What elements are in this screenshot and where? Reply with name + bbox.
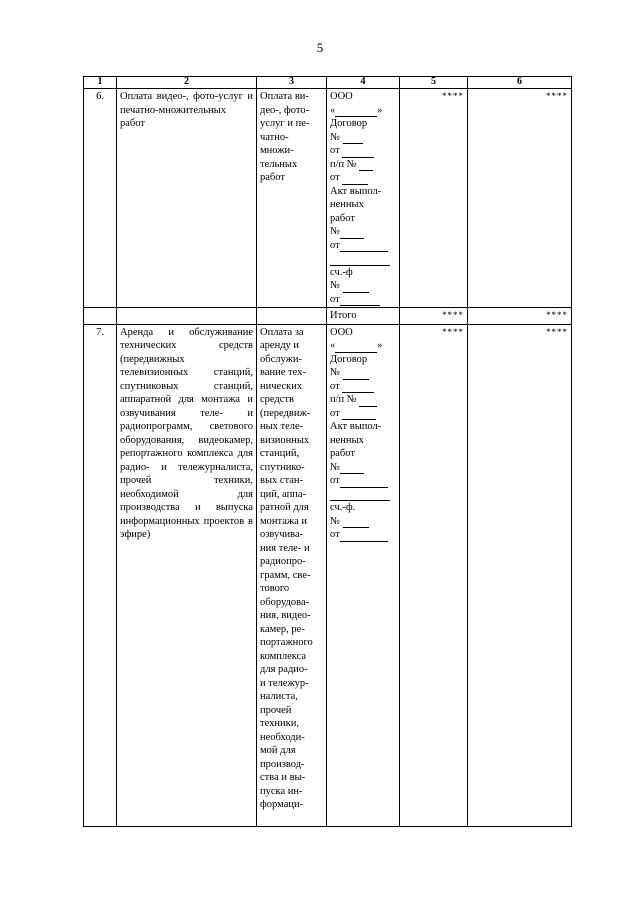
- row-number: 6.: [84, 89, 117, 308]
- header-cell-4: 4: [327, 77, 400, 89]
- payment-order-label: п/п №: [330, 394, 357, 405]
- service-name: Оплата видео-, фото-услуг и печатно-множительных работ: [117, 89, 257, 308]
- header-cell-2: 2: [117, 77, 257, 89]
- document-details: [327, 324, 400, 826]
- total-row: [84, 308, 572, 325]
- quote-close: »: [377, 340, 383, 351]
- payment-purpose: Оплата ви- део-, фото- услуг и пе- чатно- множи- тельных работ: [257, 89, 327, 308]
- date-label: от: [330, 172, 340, 183]
- number-label: №: [330, 226, 341, 237]
- number-label: №: [330, 515, 341, 527]
- date-label: от: [330, 475, 340, 486]
- number-label: №: [330, 367, 341, 378]
- date-label: от: [330, 145, 340, 156]
- date-label: от: [330, 529, 340, 540]
- page-number: 5: [316, 40, 324, 55]
- header-cell-6: 6: [468, 77, 572, 89]
- total-column-6: ****: [468, 308, 572, 325]
- header-row: [84, 77, 572, 89]
- payment-order-label: п/п №: [330, 158, 357, 170]
- number-label: №: [330, 461, 341, 473]
- act-label: Акт выпол-: [330, 421, 382, 432]
- date-label: от: [330, 239, 340, 251]
- quote-open: «: [330, 104, 336, 116]
- quote-open: «: [330, 340, 336, 351]
- contract-label: Договор: [330, 353, 368, 365]
- company-label: ООО: [330, 326, 353, 338]
- column-6-value: ****: [468, 89, 572, 308]
- act-label: работ: [330, 212, 355, 224]
- column-5-value: ****: [400, 324, 468, 826]
- act-label: ненных: [330, 434, 364, 446]
- document-details: [327, 89, 400, 308]
- total-label: Итого: [327, 308, 400, 325]
- company-label: ООО: [330, 91, 353, 102]
- act-label: ненных: [330, 199, 364, 210]
- table-row: [84, 324, 572, 826]
- column-5-value: ****: [400, 89, 468, 308]
- number-label: №: [330, 131, 341, 143]
- act-label: работ: [330, 448, 355, 459]
- header-cell-1: 1: [84, 77, 117, 89]
- header-cell-3: 3: [257, 77, 327, 89]
- number-label: №: [330, 280, 341, 291]
- row-number: 7.: [84, 324, 117, 826]
- act-label: Акт выпол-: [330, 185, 382, 197]
- invoice-label: сч.-ф.: [330, 502, 356, 513]
- document-table: [83, 76, 572, 827]
- column-6-value: ****: [468, 324, 572, 826]
- total-column-5: ****: [400, 308, 468, 325]
- contract-label: Договор: [330, 118, 368, 129]
- date-label: от: [330, 407, 340, 419]
- invoice-label: сч.-ф: [330, 266, 353, 278]
- header-cell-5: 5: [400, 77, 468, 89]
- service-name: Аренда и обслуживание технических средств (передвижных телевизионных станций, спутниковых станций, аппаратной для монтажа и озвучивания теле- и радиопрограмм, светового оборудования, видеокамер, репортажного комплекса для радио- и тележурналиста, прочей техники, необходимой для производства и выпуска информационных проектов в эфире): [117, 324, 257, 826]
- date-label: от: [330, 380, 340, 392]
- table-row: [84, 89, 572, 308]
- date-label: от: [330, 293, 340, 305]
- quote-close: »: [377, 104, 383, 116]
- payment-purpose: Оплата за аренду и обслужи- вание тех- нических средств (передвиж- ных теле- визионных станций, спутнико- вых стан- ций, аппа- ратной для монтажа и озвучива- ния теле- и радиопро- грамм, све- тового оборудова- ния, видео- камер, ре- портажного комплекса для радио- и тележур- налиста, прочей техники, необходи- мой для производ- ства и вы- пуска ин- формаци-: [257, 324, 327, 826]
